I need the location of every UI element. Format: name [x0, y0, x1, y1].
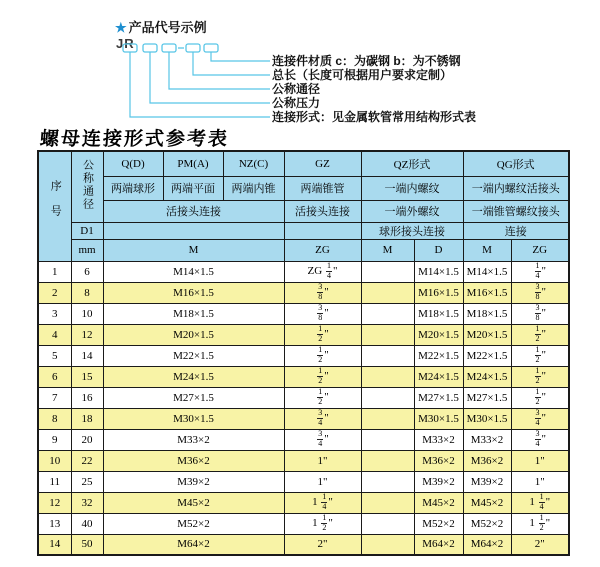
cell-dn: 16: [71, 387, 103, 408]
cell-qg_zg: $\frac{1}{2}$ ": [511, 366, 569, 387]
page-title: 螺母连接形式参考表: [39, 128, 230, 150]
cell-m: M14×1.5: [103, 261, 284, 282]
code-connector-lines: [130, 52, 270, 117]
cell-seq: 1: [38, 261, 71, 282]
cell-gz: $\frac{1}{2}$ ": [284, 345, 361, 366]
cell-seq: 13: [38, 513, 71, 534]
sub-gz: ZG: [284, 239, 361, 261]
cell-qg_zg: $\frac{1}{2}$ ": [511, 387, 569, 408]
table-row: [38, 366, 569, 387]
cell-dn: 14: [71, 345, 103, 366]
cell-m: M52×2: [103, 513, 284, 534]
table-row: [38, 345, 569, 366]
unit-mm: mm: [71, 239, 103, 261]
cell-qz_d: M39×2: [414, 471, 463, 492]
cell-seq: 5: [38, 345, 71, 366]
cell-qg_zg: $\frac{3}{4}$ ": [511, 408, 569, 429]
cell-qz_m: [361, 282, 414, 303]
cell-gz: $\frac{1}{2}$ ": [284, 366, 361, 387]
col-header-pm: PM(A): [163, 151, 223, 176]
cell-dn: 20: [71, 429, 103, 450]
cell-qz_m: [361, 534, 414, 555]
cell-qz_m: [361, 429, 414, 450]
cell-seq: 4: [38, 324, 71, 345]
table-row: [38, 534, 569, 555]
cell-qg_m: M45×2: [463, 492, 511, 513]
conn-left: 活接头连接: [103, 200, 284, 222]
cell-qz_d: M30×1.5: [414, 408, 463, 429]
cell-qz_m: [361, 492, 414, 513]
cell-qz_m: [361, 450, 414, 471]
desc-qd: 两端球形: [103, 176, 163, 200]
cell-qz_d: M27×1.5: [414, 387, 463, 408]
cell-qz_d: M18×1.5: [414, 303, 463, 324]
cell-seq: 14: [38, 534, 71, 555]
cell-dn: 6: [71, 261, 103, 282]
table-row: [38, 450, 569, 471]
cell-m: M64×2: [103, 534, 284, 555]
code-label-material: 连接件材质 c：为碳钢 b：为不锈钢: [272, 54, 461, 68]
cell-qg_zg: $\frac{3}{8}$ ": [511, 303, 569, 324]
cell-qz_d: M33×2: [414, 429, 463, 450]
reference-table: [37, 150, 570, 556]
sub-qg-m: M: [463, 239, 511, 261]
col-header-nz: NZ(C): [223, 151, 284, 176]
cell-seq: 11: [38, 471, 71, 492]
cell-m: M18×1.5: [103, 303, 284, 324]
cell-gz: $\frac{3}{8}$ ": [284, 303, 361, 324]
code-label-connform: 连接形式：见金属软管常用结构形式表: [272, 110, 477, 124]
cell-qg_zg: $\frac{3}{4}$ ": [511, 429, 569, 450]
code-label-diameter: 公称通径: [272, 82, 321, 96]
cell-qg_m: M52×2: [463, 513, 511, 534]
conn2-qg: 连接: [463, 222, 569, 239]
cell-qz_d: M36×2: [414, 450, 463, 471]
table-row: [38, 513, 569, 534]
cell-qg_zg: 2": [511, 534, 569, 555]
desc-pm: 两端平面: [163, 176, 223, 200]
code-labels: [272, 54, 592, 124]
sub-qz-m: M: [361, 239, 414, 261]
cell-m: M20×1.5: [103, 324, 284, 345]
cell-dn: 12: [71, 324, 103, 345]
cell-seq: 7: [38, 387, 71, 408]
cell-qz_d: M45×2: [414, 492, 463, 513]
cell-seq: 12: [38, 492, 71, 513]
cell-dn: 25: [71, 471, 103, 492]
cell-dn: 10: [71, 303, 103, 324]
cell-qz_m: [361, 324, 414, 345]
cell-m: M27×1.5: [103, 387, 284, 408]
cell-qz_m: [361, 408, 414, 429]
cell-qz_d: M16×1.5: [414, 282, 463, 303]
star-icon: ★: [115, 20, 127, 35]
cell-dn: 32: [71, 492, 103, 513]
table-row: [38, 261, 569, 282]
code-prefix: JR: [116, 36, 135, 51]
cell-qz_m: [361, 471, 414, 492]
cell-qg_zg: 1": [511, 450, 569, 471]
table-row: [38, 282, 569, 303]
cell-qz_m: [361, 261, 414, 282]
cell-m: M39×2: [103, 471, 284, 492]
cell-qg_m: M14×1.5: [463, 261, 511, 282]
cell-qg_m: M27×1.5: [463, 387, 511, 408]
cell-gz: 1": [284, 471, 361, 492]
desc-nz: 两端内锥: [223, 176, 284, 200]
code-label-pressure: 公称压力: [272, 96, 321, 110]
table-row: [38, 471, 569, 492]
conn-gz: 活接头连接: [284, 200, 361, 222]
code-diagram: [118, 42, 270, 122]
cell-qg_zg: 1 $\frac{1}{2}$ ": [511, 513, 569, 534]
cell-qz_m: [361, 345, 414, 366]
cell-qg_zg: $\frac{1}{2}$ ": [511, 324, 569, 345]
cell-qz_d: M52×2: [414, 513, 463, 534]
desc-qg: 一端内螺纹活接头: [463, 176, 569, 200]
cell-qg_m: M36×2: [463, 450, 511, 471]
desc-qz: 一端内螺纹: [361, 176, 463, 200]
cell-qz_d: M24×1.5: [414, 366, 463, 387]
cell-seq: 9: [38, 429, 71, 450]
cell-qz_d: M14×1.5: [414, 261, 463, 282]
cell-qg_zg: 1 $\frac{1}{4}$ ": [511, 492, 569, 513]
cell-qg_m: M64×2: [463, 534, 511, 555]
cell-qz_m: [361, 387, 414, 408]
cell-qz_m: [361, 513, 414, 534]
cell-seq: 2: [38, 282, 71, 303]
diagram-heading-text: 产品代号示例: [128, 20, 207, 35]
cell-gz: 1 $\frac{1}{2}$ ": [284, 513, 361, 534]
table-row: [38, 408, 569, 429]
header-blank-left: [103, 222, 284, 239]
cell-gz: 2": [284, 534, 361, 555]
cell-qg_m: M16×1.5: [463, 282, 511, 303]
table-row: [38, 492, 569, 513]
diagram-heading: [115, 17, 207, 36]
desc-gz: 两端锥管: [284, 176, 361, 200]
table-row: [38, 429, 569, 450]
sub-qz-d: D: [414, 239, 463, 261]
cell-qg_m: M20×1.5: [463, 324, 511, 345]
cell-qg_m: M18×1.5: [463, 303, 511, 324]
cell-dn: 8: [71, 282, 103, 303]
table-header: [38, 151, 569, 261]
cell-m: M45×2: [103, 492, 284, 513]
table-row: [38, 324, 569, 345]
conn2-qz: 球形接头连接: [361, 222, 463, 239]
conn-qg: 一端锥管螺纹接头: [463, 200, 569, 222]
col-header-gz: GZ: [284, 151, 361, 176]
cell-qz_d: M22×1.5: [414, 345, 463, 366]
header-blank-gz: [284, 222, 361, 239]
cell-seq: 10: [38, 450, 71, 471]
cell-m: M16×1.5: [103, 282, 284, 303]
cell-gz: ZG $\frac{1}{4}$ ": [284, 261, 361, 282]
cell-qz_d: M64×2: [414, 534, 463, 555]
col-header-qz: QZ形式: [361, 151, 463, 176]
cell-qg_zg: $\frac{3}{8}$ ": [511, 282, 569, 303]
cell-seq: 8: [38, 408, 71, 429]
sub-m: M: [103, 239, 284, 261]
cell-gz: 1 $\frac{1}{4}$ ": [284, 492, 361, 513]
cell-qg_m: M33×2: [463, 429, 511, 450]
header-d1: D1: [71, 222, 103, 239]
cell-m: M30×1.5: [103, 408, 284, 429]
cell-gz: $\frac{1}{2}$ ": [284, 387, 361, 408]
col-header-qd: Q(D): [103, 151, 163, 176]
cell-seq: 3: [38, 303, 71, 324]
cell-dn: 50: [71, 534, 103, 555]
cell-gz: $\frac{1}{2}$ ": [284, 324, 361, 345]
cell-qg_zg: $\frac{1}{2}$ ": [511, 345, 569, 366]
cell-seq: 6: [38, 366, 71, 387]
table-row: [38, 303, 569, 324]
cell-m: M24×1.5: [103, 366, 284, 387]
cell-gz: $\frac{3}{4}$ ": [284, 408, 361, 429]
cell-qg_m: M30×1.5: [463, 408, 511, 429]
cell-qz_d: M20×1.5: [414, 324, 463, 345]
cell-gz: 1": [284, 450, 361, 471]
cell-dn: 22: [71, 450, 103, 471]
cell-qg_m: M24×1.5: [463, 366, 511, 387]
code-label-length: 总长（长度可根据用户要求定制）: [272, 68, 453, 82]
col-header-seq: 序号: [38, 151, 71, 261]
cell-m: M33×2: [103, 429, 284, 450]
col-header-qg: QG形式: [463, 151, 569, 176]
cell-qg_zg: 1": [511, 471, 569, 492]
cell-dn: 18: [71, 408, 103, 429]
cell-qg_m: M39×2: [463, 471, 511, 492]
cell-dn: 40: [71, 513, 103, 534]
cell-gz: $\frac{3}{8}$ ": [284, 282, 361, 303]
cell-dn: 15: [71, 366, 103, 387]
col-header-dn: 公称通径: [71, 151, 103, 222]
cell-gz: $\frac{3}{4}$ ": [284, 429, 361, 450]
table-body: [38, 261, 569, 555]
cell-qz_m: [361, 303, 414, 324]
cell-qg_m: M22×1.5: [463, 345, 511, 366]
sub-qg-zg: ZG: [511, 239, 569, 261]
cell-qz_m: [361, 366, 414, 387]
table-row: [38, 387, 569, 408]
cell-qg_zg: $\frac{1}{4}$ ": [511, 261, 569, 282]
cell-m: M36×2: [103, 450, 284, 471]
conn-qz: 一端外螺纹: [361, 200, 463, 222]
cell-m: M22×1.5: [103, 345, 284, 366]
code-boxes: [123, 44, 218, 52]
